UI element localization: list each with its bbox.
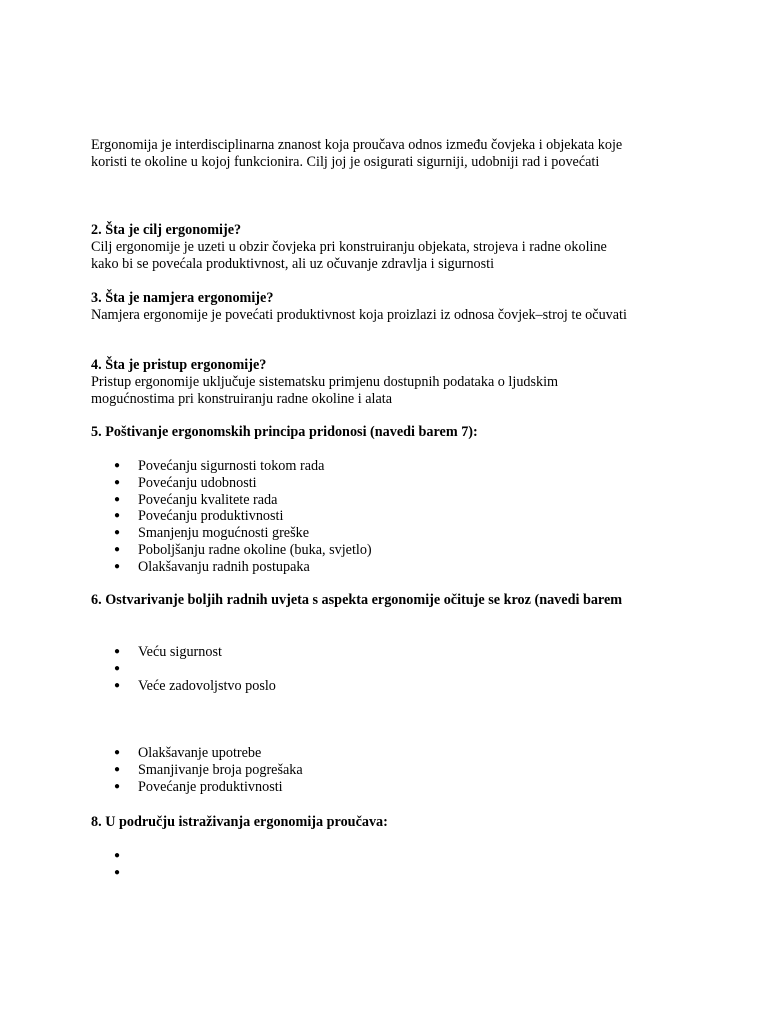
- question-5-heading: 5. Poštivanje ergonomskih principa pridonosi (navedi barem 7):: [91, 424, 478, 440]
- question-2-heading: 2. Šta je cilj ergonomije?: [91, 222, 242, 238]
- question-2-answer-line-1: Cilj ergonomije je uzeti u obzir čovjeka pri konstruiranju objekata, strojeva i radne okoline: [91, 238, 607, 255]
- question-6-section: [91, 592, 691, 609]
- intro-line-2: koristi te okoline u kojoj funkcionira. Cilj joj je osigurati sigurniji, udobniji rad i povećati: [91, 153, 600, 170]
- bullet-icon: ●: [114, 460, 121, 471]
- question-5-section: [91, 424, 691, 441]
- bullet-icon: ●: [114, 510, 121, 522]
- bullet-icon: ●: [114, 662, 121, 674]
- document-page: Ergonomija je interdisciplinarna znanost koja proučava odnos između čovjeka i objekata koje koristi te okoline u kojoj funkcionira. Cilj joj je osigurati sigurniji, udobniji rad i povećati 2. Šta je cilj ergonomije? Cilj ergonomije je uzeti u obzir čovjeka pri konstruiranju objekata, strojeva i radne okoline kako bi se povećala produktivnost, ali uz očuvanje zdravlja i sigurnosti 3. Šta je namjera ergonomije? Namjera ergonomije je povećati produktivnost koja proizlazi iz odnosa čovjek–stroj te očuvati 4. Šta je pristup ergonomije? Pristup ergonomije uključuje sistematsku primjenu dostupnih podataka o ljudskim mogućnostima pri konstruiranju radne okoline i alata 5. Poštivanje ergonomskih principa pridonosi (navedi barem 7): ● Povećanju sigurnosti tokom rada ● Povećanju udobnosti ● Povećanju kvalitete rada ● Povećanju produktivnosti ● Smanjenju mogućnosti greške ● Poboljšanju radne okoline (buka, svjetlo) ● Olakšavanju radnih postupaka 6. Ostvarivanje boljih radnih uvjeta s aspekta ergonomije očituje se kroz (navedi barem ● Veću sigurnost ● ● Veće zadovoljstvo poslo ● Olakšavanje upotrebe ● Smanjivanje broja pogrešaka ● Povećanje produktivnosti 8. U području istraživanja ergonomija proučava: ● ●: [0, 0, 768, 1024]
- bullet-icon: ●: [114, 560, 121, 572]
- question-3-heading: 3. Šta je namjera ergonomije?: [91, 290, 274, 306]
- bullet-icon: ●: [114, 646, 121, 657]
- question-8-section: [91, 814, 691, 831]
- bullet-icon: ●: [114, 747, 121, 758]
- bullet-icon: ●: [114, 780, 121, 792]
- bullet-icon: ●: [114, 543, 121, 555]
- bullet-icon: ●: [114, 527, 121, 539]
- question-2-answer-line-2: kako bi se povećala produktivnost, ali uz očuvanje zdravlja i sigurnosti: [91, 255, 495, 272]
- question-3-section: [91, 290, 691, 324]
- question-4-answer-line-2: mogućnostima pri konstruiranju radne okoline i alata: [91, 390, 393, 407]
- question-8-heading: 8. U području istraživanja ergonomija proučava:: [91, 814, 388, 830]
- question-2-section: [91, 222, 691, 272]
- question-4-heading: 4. Šta je pristup ergonomije?: [91, 357, 267, 373]
- intro-line-1: Ergonomija je interdisciplinarna znanost koja proučava odnos između čovjeka i objekata koje: [91, 137, 623, 153]
- bullet-icon: ●: [114, 866, 121, 878]
- intro-paragraph: [91, 137, 691, 171]
- bullet-icon: ●: [114, 850, 121, 861]
- bullet-icon: ●: [114, 679, 121, 691]
- question-3-answer-line-1: Namjera ergonomije je povećati produktivnost koja proizlazi iz odnosa čovjek–stroj te očuvati: [91, 306, 627, 323]
- question-4-section: [91, 357, 691, 407]
- bullet-icon: ●: [114, 763, 121, 775]
- question-6-heading: 6. Ostvarivanje boljih radnih uvjeta s aspekta ergonomije očituje se kroz (navedi barem: [91, 592, 623, 608]
- bullet-icon: ●: [114, 493, 121, 505]
- question-4-answer-line-1: Pristup ergonomije uključuje sistematsku primjenu dostupnih podataka o ljudskim: [91, 373, 559, 390]
- bullet-icon: ●: [114, 476, 121, 488]
